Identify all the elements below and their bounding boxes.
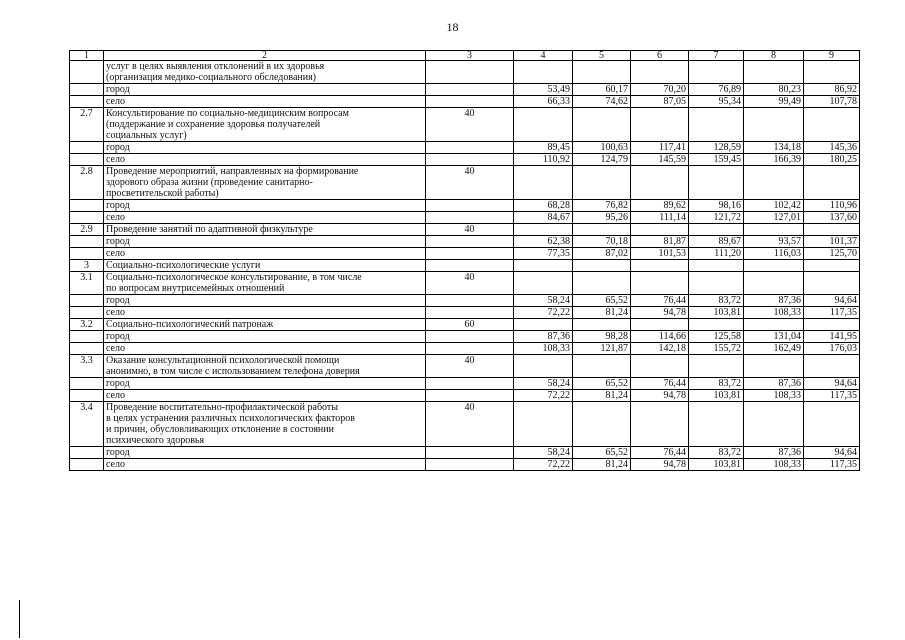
description-line: Проведение воспитательно-профилактической работы	[106, 402, 339, 413]
empty-price-cell	[631, 61, 689, 84]
empty-price-cell	[514, 319, 573, 331]
price-cell: 117,35	[804, 459, 860, 471]
price-cell: 65,52	[573, 295, 631, 307]
service-description	[104, 166, 426, 200]
row-number-cell	[70, 307, 104, 319]
empty-price-cell	[744, 166, 804, 200]
row-number-cell	[70, 154, 104, 166]
price-cell: 72,22	[514, 459, 573, 471]
price-cell: 95,26	[573, 212, 631, 224]
empty-price-cell	[744, 224, 804, 236]
description-line: и причин, обусловливающих отклонение в состоянии	[106, 424, 334, 435]
subrow-город	[70, 236, 860, 248]
service-row	[70, 108, 860, 142]
service-row	[70, 166, 860, 200]
header-cell: 9	[804, 51, 860, 61]
price-cell: 53,49	[514, 84, 573, 96]
empty-price-cell	[744, 108, 804, 142]
price-cell: 142,18	[631, 343, 689, 355]
empty-price-cell	[573, 166, 631, 200]
price-cell: 81,24	[573, 459, 631, 471]
empty-price-cell	[689, 402, 744, 447]
subrow-город	[70, 84, 860, 96]
location-label: село	[104, 390, 426, 402]
description-line: в целях устранения различных психологических факторов	[106, 413, 355, 424]
empty-price-cell	[631, 108, 689, 142]
service-description	[104, 272, 426, 295]
price-cell: 89,67	[689, 236, 744, 248]
price-cell: 166,39	[744, 154, 804, 166]
empty-price-cell	[804, 319, 860, 331]
price-cell: 83,72	[689, 447, 744, 459]
empty-price-cell	[573, 402, 631, 447]
price-cell: 72,22	[514, 390, 573, 402]
section-row	[70, 260, 860, 272]
price-cell: 58,24	[514, 378, 573, 390]
empty-price-cell	[514, 224, 573, 236]
service-number: 3.2	[70, 319, 104, 331]
norm-value: 40	[426, 272, 514, 295]
row-number-cell	[70, 343, 104, 355]
description-line: анонимно, в том числе с использованием телефона доверия	[106, 366, 360, 377]
header-cell: 1	[70, 51, 104, 61]
row-number-cell	[70, 200, 104, 212]
price-cell: 117,41	[631, 142, 689, 154]
subrow-село	[70, 459, 860, 471]
price-cell: 108,33	[514, 343, 573, 355]
empty-price-cell	[689, 260, 744, 272]
price-cell: 94,78	[631, 307, 689, 319]
price-cell: 121,87	[573, 343, 631, 355]
price-cell: 162,49	[744, 343, 804, 355]
service-description	[104, 260, 426, 272]
empty-price-cell	[689, 319, 744, 331]
empty-price-cell	[804, 108, 860, 142]
empty-price-cell	[573, 260, 631, 272]
empty-price-cell	[631, 166, 689, 200]
price-cell: 111,14	[631, 212, 689, 224]
price-cell: 98,16	[689, 200, 744, 212]
price-cell: 86,92	[804, 84, 860, 96]
empty-price-cell	[689, 108, 744, 142]
empty-price-cell	[573, 355, 631, 378]
norm-cell	[426, 236, 514, 248]
norm-value: 60	[426, 319, 514, 331]
description-line: Проведение занятий по адаптивной физкультуре	[106, 224, 313, 235]
price-cell: 108,33	[744, 390, 804, 402]
price-cell: 83,72	[689, 378, 744, 390]
empty-price-cell	[744, 61, 804, 84]
price-cell: 65,52	[573, 378, 631, 390]
price-cell: 116,03	[744, 248, 804, 260]
price-cell: 145,59	[631, 154, 689, 166]
description-line: услуг в целях выявления отклонений в их здоровья	[106, 61, 325, 72]
price-cell: 180,25	[804, 154, 860, 166]
price-cell: 159,45	[689, 154, 744, 166]
price-cell: 81,24	[573, 390, 631, 402]
header-cell: 6	[631, 51, 689, 61]
price-cell: 102,42	[744, 200, 804, 212]
empty-price-cell	[804, 272, 860, 295]
row-number-cell	[70, 390, 104, 402]
price-cell: 89,62	[631, 200, 689, 212]
location-label: город	[104, 236, 426, 248]
empty-price-cell	[689, 272, 744, 295]
empty-price-cell	[514, 108, 573, 142]
location-label: город	[104, 84, 426, 96]
location-label: село	[104, 96, 426, 108]
norm-cell	[426, 142, 514, 154]
price-cell: 62,38	[514, 236, 573, 248]
description-line: просветительской работы)	[106, 188, 219, 199]
service-number: 3.1	[70, 272, 104, 295]
description-line: психического здоровья	[106, 435, 205, 446]
price-cell: 76,44	[631, 447, 689, 459]
price-cell: 58,24	[514, 447, 573, 459]
price-cell: 94,64	[804, 378, 860, 390]
description-line: Консультирование по социально-медицинским вопросам	[106, 108, 349, 119]
subrow-село	[70, 248, 860, 260]
row-number-cell	[70, 142, 104, 154]
location-label: город	[104, 378, 426, 390]
price-cell: 111,20	[689, 248, 744, 260]
price-cell: 121,72	[689, 212, 744, 224]
norm-value: 40	[426, 224, 514, 236]
description-line: Социально-психологический патронаж	[106, 319, 274, 330]
price-cell: 124,79	[573, 154, 631, 166]
price-cell: 134,18	[744, 142, 804, 154]
empty-price-cell	[744, 355, 804, 378]
empty-price-cell	[514, 355, 573, 378]
price-cell: 87,36	[744, 295, 804, 307]
service-description	[104, 319, 426, 331]
price-cell: 125,58	[689, 331, 744, 343]
empty-price-cell	[689, 224, 744, 236]
header-row	[70, 51, 860, 61]
header-cell: 7	[689, 51, 744, 61]
norm-cell	[426, 84, 514, 96]
subrow-село	[70, 390, 860, 402]
location-label: село	[104, 343, 426, 355]
price-cell: 81,87	[631, 236, 689, 248]
norm-cell	[426, 200, 514, 212]
price-cell: 141,95	[804, 331, 860, 343]
price-cell: 66,33	[514, 96, 573, 108]
norm-cell	[426, 248, 514, 260]
price-cell: 110,92	[514, 154, 573, 166]
row-number-cell	[70, 236, 104, 248]
service-row	[70, 355, 860, 378]
empty-price-cell	[514, 166, 573, 200]
price-cell: 176,03	[804, 343, 860, 355]
empty-price-cell	[744, 319, 804, 331]
price-cell: 95,34	[689, 96, 744, 108]
row-number-cell	[70, 96, 104, 108]
location-label: город	[104, 142, 426, 154]
price-cell: 83,72	[689, 295, 744, 307]
price-cell: 72,22	[514, 307, 573, 319]
tariff-table	[69, 50, 860, 471]
table-body	[70, 51, 860, 471]
description-line: Социально-психологическое консультирование, в том числе	[106, 272, 362, 283]
row-number-cell	[70, 295, 104, 307]
price-cell: 94,64	[804, 295, 860, 307]
empty-price-cell	[804, 402, 860, 447]
empty-price-cell	[631, 402, 689, 447]
price-cell: 131,04	[744, 331, 804, 343]
row-number-cell	[70, 248, 104, 260]
price-cell: 125,70	[804, 248, 860, 260]
price-cell: 68,28	[514, 200, 573, 212]
price-cell: 80,23	[744, 84, 804, 96]
description-line: Социально-психологические услуги	[106, 260, 261, 271]
row-number-cell	[70, 84, 104, 96]
service-description	[104, 355, 426, 378]
price-cell: 76,44	[631, 378, 689, 390]
price-cell: 94,64	[804, 447, 860, 459]
description-line: (организация медико-социального обследования)	[106, 72, 317, 83]
header-cell: 3	[426, 51, 514, 61]
subrow-село	[70, 307, 860, 319]
empty-price-cell	[804, 260, 860, 272]
description-line: по вопросам внутрисемейных отношений	[106, 283, 285, 294]
service-number: 3	[70, 260, 104, 272]
price-cell: 84,67	[514, 212, 573, 224]
empty-price-cell	[804, 355, 860, 378]
norm-cell	[426, 447, 514, 459]
empty-price-cell	[514, 260, 573, 272]
norm-value	[426, 260, 514, 272]
empty-price-cell	[631, 355, 689, 378]
price-cell: 108,33	[744, 307, 804, 319]
price-cell: 65,52	[573, 447, 631, 459]
continuation-row	[70, 61, 860, 84]
service-description	[104, 224, 426, 236]
price-cell: 94,78	[631, 390, 689, 402]
empty-price-cell	[689, 166, 744, 200]
price-cell: 94,78	[631, 459, 689, 471]
price-cell: 60,17	[573, 84, 631, 96]
price-cell: 70,18	[573, 236, 631, 248]
norm-cell	[426, 212, 514, 224]
subrow-село	[70, 212, 860, 224]
empty-price-cell	[689, 355, 744, 378]
empty-price-cell	[573, 272, 631, 295]
location-label: село	[104, 459, 426, 471]
service-number: 2.8	[70, 166, 104, 200]
price-cell: 93,57	[744, 236, 804, 248]
location-label: город	[104, 447, 426, 459]
service-description	[104, 108, 426, 142]
row-number-cell	[70, 459, 104, 471]
service-row	[70, 272, 860, 295]
price-cell: 145,36	[804, 142, 860, 154]
subrow-село	[70, 96, 860, 108]
subrow-город	[70, 142, 860, 154]
price-cell: 87,02	[573, 248, 631, 260]
price-cell: 103,81	[689, 307, 744, 319]
page-number: 18	[446, 20, 459, 34]
price-cell: 58,24	[514, 295, 573, 307]
location-label: село	[104, 248, 426, 260]
header-cell: 2	[104, 51, 426, 61]
price-cell: 87,36	[744, 447, 804, 459]
price-cell: 127,01	[744, 212, 804, 224]
subrow-город	[70, 295, 860, 307]
price-cell: 100,63	[573, 142, 631, 154]
price-cell: 89,45	[514, 142, 573, 154]
empty-price-cell	[573, 61, 631, 84]
empty-price-cell	[514, 402, 573, 447]
empty-price-cell	[744, 402, 804, 447]
empty-price-cell	[689, 61, 744, 84]
subrow-город	[70, 331, 860, 343]
service-row	[70, 224, 860, 236]
norm-value: 40	[426, 355, 514, 378]
location-label: село	[104, 154, 426, 166]
location-label: город	[104, 331, 426, 343]
empty-price-cell	[514, 272, 573, 295]
location-label: село	[104, 307, 426, 319]
price-cell: 117,35	[804, 390, 860, 402]
price-cell: 77,35	[514, 248, 573, 260]
empty-price-cell	[804, 61, 860, 84]
description-line: (поддержание и сохранение здоровья получателей	[106, 119, 321, 130]
empty-price-cell	[573, 108, 631, 142]
price-cell: 110,96	[804, 200, 860, 212]
service-description	[104, 61, 426, 84]
empty-price-cell	[514, 61, 573, 84]
price-cell: 74,62	[573, 96, 631, 108]
price-cell: 108,33	[744, 459, 804, 471]
price-cell: 103,81	[689, 390, 744, 402]
subrow-город	[70, 200, 860, 212]
header-cell: 5	[573, 51, 631, 61]
row-number-cell	[70, 331, 104, 343]
price-cell: 107,78	[804, 96, 860, 108]
norm-value	[426, 61, 514, 84]
header-cell: 4	[514, 51, 573, 61]
norm-cell	[426, 307, 514, 319]
price-cell: 87,36	[744, 378, 804, 390]
price-cell: 87,36	[514, 331, 573, 343]
price-cell: 128,59	[689, 142, 744, 154]
empty-price-cell	[573, 224, 631, 236]
subrow-город	[70, 447, 860, 459]
price-cell: 76,89	[689, 84, 744, 96]
norm-value: 40	[426, 108, 514, 142]
empty-price-cell	[573, 319, 631, 331]
description-line: социальных услуг)	[106, 130, 187, 141]
price-cell: 87,05	[631, 96, 689, 108]
subrow-село	[70, 343, 860, 355]
price-cell: 76,44	[631, 295, 689, 307]
empty-price-cell	[744, 272, 804, 295]
norm-cell	[426, 295, 514, 307]
location-label: село	[104, 212, 426, 224]
service-row	[70, 402, 860, 447]
norm-cell	[426, 96, 514, 108]
subrow-город	[70, 378, 860, 390]
row-number-cell	[70, 447, 104, 459]
norm-cell	[426, 390, 514, 402]
price-cell: 101,53	[631, 248, 689, 260]
norm-value: 40	[426, 402, 514, 447]
norm-cell	[426, 459, 514, 471]
description-line: Оказание консультационной психологической помощи	[106, 355, 340, 366]
service-description	[104, 402, 426, 447]
empty-price-cell	[631, 260, 689, 272]
description-line: Проведение мероприятий, направленных на формирование	[106, 166, 359, 177]
service-number: 2.9	[70, 224, 104, 236]
empty-price-cell	[631, 224, 689, 236]
subrow-село	[70, 154, 860, 166]
price-cell: 81,24	[573, 307, 631, 319]
norm-cell	[426, 154, 514, 166]
row-number-cell	[70, 212, 104, 224]
service-row	[70, 319, 860, 331]
service-number: 3.3	[70, 355, 104, 378]
price-cell: 101,37	[804, 236, 860, 248]
location-label: город	[104, 200, 426, 212]
service-number: 2.7	[70, 108, 104, 142]
row-number-cell	[70, 378, 104, 390]
norm-cell	[426, 378, 514, 390]
empty-price-cell	[804, 166, 860, 200]
service-number: 3.4	[70, 402, 104, 447]
price-cell: 98,28	[573, 331, 631, 343]
norm-value: 40	[426, 166, 514, 200]
scan-edge-line	[19, 600, 20, 638]
norm-cell	[426, 343, 514, 355]
empty-price-cell	[631, 272, 689, 295]
price-cell: 114,66	[631, 331, 689, 343]
service-number	[70, 61, 104, 84]
price-cell: 117,35	[804, 307, 860, 319]
location-label: город	[104, 295, 426, 307]
header-cell: 8	[744, 51, 804, 61]
price-cell: 76,82	[573, 200, 631, 212]
price-cell: 70,20	[631, 84, 689, 96]
empty-price-cell	[631, 319, 689, 331]
price-cell: 155,72	[689, 343, 744, 355]
empty-price-cell	[804, 224, 860, 236]
price-cell: 137,60	[804, 212, 860, 224]
norm-cell	[426, 331, 514, 343]
description-line: здорового образа жизни (проведение санитарно-	[106, 177, 313, 188]
price-cell: 99,49	[744, 96, 804, 108]
price-cell: 103,81	[689, 459, 744, 471]
empty-price-cell	[744, 260, 804, 272]
